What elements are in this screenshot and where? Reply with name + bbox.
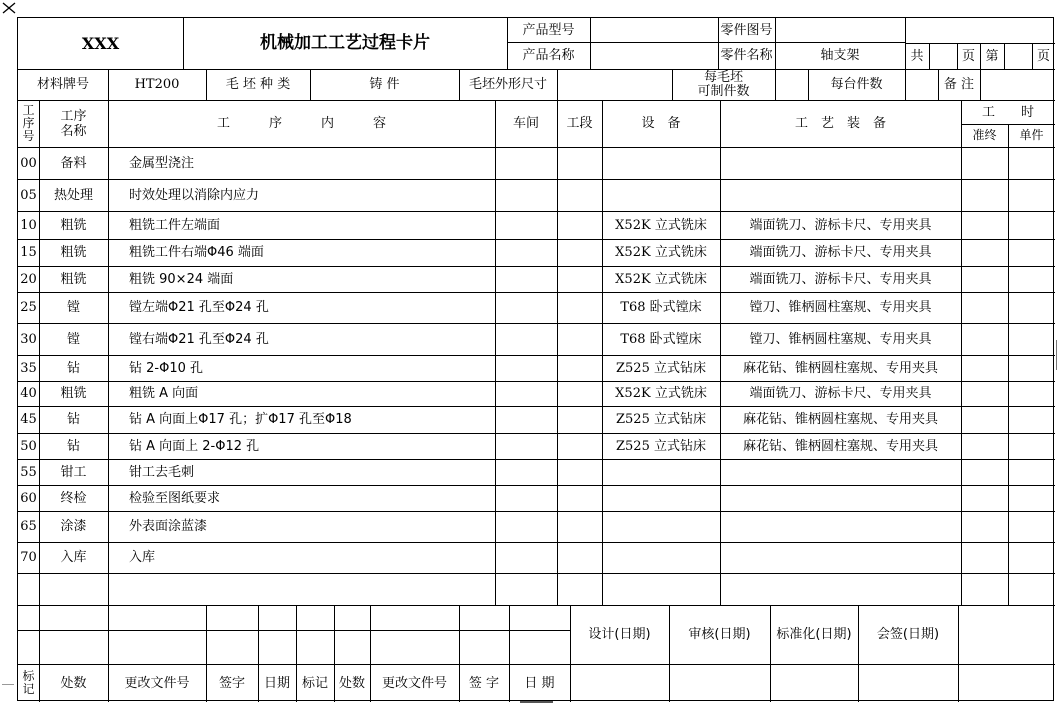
op-number: 60 [20, 490, 37, 506]
remark-value[interactable] [980, 69, 1055, 100]
op-equipment: X52K 立式铣床 [615, 245, 707, 260]
op-tooling: 麻花钻、锥柄圆柱塞规、专用夹具 [742, 360, 938, 376]
process-card-sheet [17, 17, 1054, 701]
op-number: 30 [20, 331, 37, 347]
footer-sign-label: 签字 [218, 675, 245, 691]
corner-marker-icon [2, 2, 16, 14]
op-tooling: 端面铣刀、游标卡尺、专用夹具 [749, 245, 932, 260]
op-number: 50 [20, 438, 37, 454]
company-name: XXX [81, 34, 120, 53]
page-title: 机械加工工艺过程卡片 [260, 33, 430, 53]
col-section: 工段 [566, 116, 593, 131]
op-content: 金属型浇注 [129, 155, 195, 171]
pieces-per-blank-label [672, 69, 775, 100]
op-number: 70 [20, 550, 37, 565]
product-model-value[interactable] [590, 18, 718, 42]
sheet-number-label: 第 [985, 48, 999, 64]
op-number: 35 [20, 360, 37, 376]
footer-change-doc-label-2: 更改文件号 [381, 675, 447, 691]
op-equipment: Z525 立式钻床 [616, 412, 706, 427]
per-unit-label: 每台件数 [830, 77, 883, 92]
footer-mark-label-2: 标记 [301, 675, 328, 691]
col-work-hours: 工 时 [981, 104, 1034, 120]
col-content: 工 序 内 容 [216, 116, 386, 131]
product-model-label: 产品型号 [522, 22, 575, 38]
op-content: 粗铣 A 向面 [129, 386, 199, 401]
bottom-scroll-indicator[interactable] [520, 701, 553, 703]
product-name-value[interactable] [590, 42, 718, 69]
op-content: 钻 2-Φ10 孔 [129, 360, 204, 376]
page-unit-label: 页 [961, 48, 975, 64]
op-content: 时效处理以消除内应力 [129, 187, 260, 203]
footer-sign-label-2: 签 字 [468, 675, 500, 691]
countersign-date-label: 会签(日期) [876, 627, 940, 642]
col-tooling: 工 艺 装 备 [794, 116, 886, 131]
op-name: 粗铣 [60, 386, 87, 401]
op-content: 镗左端Φ21 孔至Φ24 孔 [129, 300, 269, 315]
op-name: 备料 [60, 155, 87, 171]
footer-count-label-2: 处数 [338, 675, 365, 691]
footer-change-doc-label: 更改文件号 [124, 675, 190, 691]
op-name: 钻 [66, 360, 80, 376]
col-op-no: 工序号 [22, 103, 35, 143]
op-tooling [720, 147, 961, 179]
blank-type-value[interactable]: 铸 件 [369, 77, 400, 92]
op-tooling: 镗刀、锥柄圆柱塞规、专用夹具 [749, 331, 932, 347]
op-tooling [720, 179, 961, 211]
op-equipment [602, 147, 720, 179]
op-number: 65 [20, 519, 37, 534]
op-equipment: Z525 立式钻床 [616, 360, 706, 376]
op-name: 镗 [66, 331, 80, 347]
footer-date-label: 日期 [263, 675, 290, 691]
op-content: 钳工去毛刺 [129, 464, 195, 480]
margin-tick [2, 684, 14, 685]
op-equipment: X52K 立式铣床 [615, 217, 707, 233]
part-number-value[interactable] [775, 18, 905, 42]
footer-count-label: 处数 [60, 675, 87, 691]
col-equipment: 设 备 [641, 116, 681, 131]
pieces-label-line2: 可制件数 [697, 83, 750, 99]
op-number: 55 [20, 464, 37, 480]
op-equipment: X52K 立式铣床 [615, 271, 707, 287]
op-number: 45 [20, 412, 37, 427]
op-equipment: X52K 立式铣床 [615, 386, 707, 401]
op-name: 钻 [66, 438, 80, 454]
op-tooling: 麻花钻、锥柄圆柱塞规、专用夹具 [742, 412, 938, 427]
op-number: 15 [20, 245, 37, 260]
col-unit-time: 单件 [1019, 128, 1044, 142]
op-content: 检验至图纸要求 [129, 490, 221, 506]
op-tooling: 端面铣刀、游标卡尺、专用夹具 [749, 386, 932, 401]
part-number-label: 零件图号 [720, 22, 773, 38]
op-equipment: T68 卧式镗床 [620, 331, 702, 347]
op-tooling [720, 511, 961, 542]
op-tooling [720, 542, 961, 573]
op-tooling: 镗刀、锥柄圆柱塞规、专用夹具 [749, 300, 932, 315]
scroll-handle[interactable] [1056, 340, 1061, 370]
op-name: 镗 [66, 300, 80, 315]
remark-label: 备 注 [943, 77, 975, 92]
op-name: 涂漆 [60, 519, 87, 534]
blank-size-value[interactable] [557, 69, 672, 100]
op-content: 钻 A 向面上Φ17 孔；扩Φ17 孔至Φ18 [129, 412, 352, 427]
op-content: 粗铣工件右端Φ46 端面 [129, 245, 264, 260]
per-unit-value[interactable] [905, 69, 938, 100]
total-pages-label: 共 [910, 48, 924, 64]
op-equipment [602, 485, 720, 511]
op-tooling: 端面铣刀、游标卡尺、专用夹具 [749, 217, 932, 233]
op-name: 热处理 [53, 187, 93, 203]
op-name: 钳工 [60, 464, 87, 480]
op-number: 05 [20, 187, 37, 203]
op-tooling [720, 459, 961, 485]
pieces-per-blank-value[interactable] [775, 69, 808, 100]
op-number: 10 [20, 217, 37, 233]
op-equipment [602, 179, 720, 211]
op-content: 钻 A 向面上 2-Φ12 孔 [129, 438, 260, 454]
op-equipment: T68 卧式镗床 [620, 300, 702, 315]
page-unit-label-2: 页 [1036, 48, 1050, 64]
op-equipment [602, 542, 720, 573]
op-content: 镗右端Φ21 孔至Φ24 孔 [129, 331, 269, 347]
col-setup-time: 准终 [972, 128, 997, 142]
op-name: 入库 [60, 550, 87, 565]
op-content: 粗铣工件左端面 [129, 217, 221, 233]
review-date-label: 审核(日期) [688, 627, 751, 642]
op-name: 终检 [60, 490, 87, 506]
op-tooling: 麻花钻、锥柄圆柱塞规、专用夹具 [742, 438, 938, 454]
product-name-label: 产品名称 [522, 48, 575, 63]
op-name: 钻 [66, 412, 80, 427]
op-content: 入库 [129, 550, 156, 565]
op-tooling [720, 485, 961, 511]
footer-date-label-2: 日 期 [524, 675, 555, 691]
op-content: 外表面涂蓝漆 [129, 519, 208, 534]
material-value[interactable]: HT200 [134, 77, 180, 92]
op-number: 40 [20, 386, 37, 401]
op-equipment [602, 511, 720, 542]
op-equipment: Z525 立式钻床 [616, 438, 706, 454]
op-number: 00 [20, 155, 37, 171]
part-name-label: 零件名称 [720, 48, 773, 63]
standardization-date-label: 标准化(日期) [776, 627, 852, 642]
op-number: 25 [20, 300, 37, 315]
blank-size-label: 毛坯外形尺寸 [468, 77, 547, 92]
footer-mark-label: 标记 [22, 669, 35, 696]
op-tooling: 端面铣刀、游标卡尺、专用夹具 [749, 271, 932, 287]
op-name: 粗铣 [60, 271, 87, 287]
blank-type-label: 毛 坯 种 类 [225, 77, 291, 92]
pieces-label-line1: 每毛坯 [703, 69, 743, 85]
op-number: 20 [20, 271, 37, 287]
op-name: 粗铣 [60, 217, 87, 233]
op-content: 粗铣 90×24 端面 [129, 271, 234, 287]
op-equipment [602, 459, 720, 485]
material-label: 材料牌号 [36, 77, 89, 92]
col-op-name: 工序名称 [60, 108, 87, 139]
op-name: 粗铣 [60, 245, 87, 260]
design-date-label: 设计(日期) [588, 627, 651, 642]
part-name-value[interactable]: 轴支架 [820, 48, 860, 63]
col-workshop: 车间 [512, 116, 539, 131]
